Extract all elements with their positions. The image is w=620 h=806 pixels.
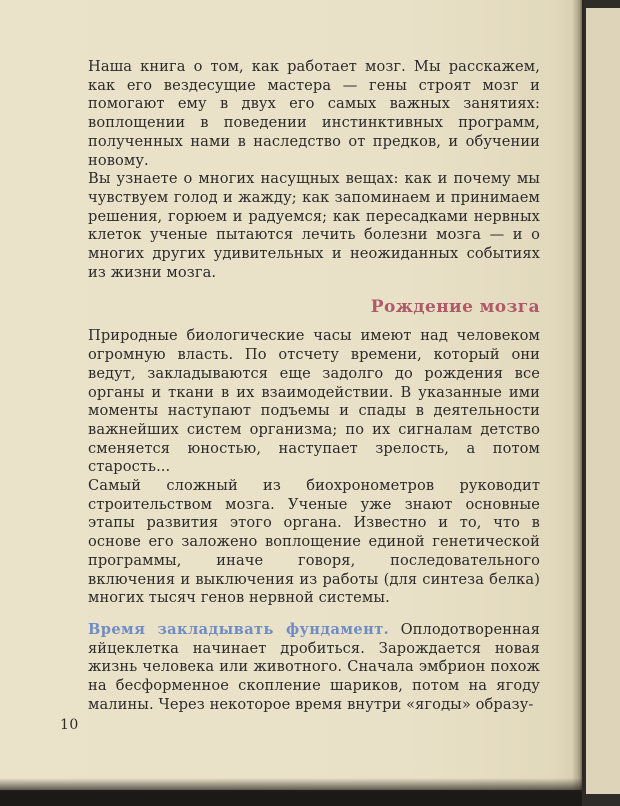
section-paragraph-3 <box>88 621 540 715</box>
section-paragraph-2: Самый сложный из биохронометров руководит строительством мозга. Ученые уже знают основные этапы развития этого органа. Известно и то, что в основе его заложено воплощение единой генетической программы, иначе говоря, последовательного включения и выключения из работы (для синтеза белка) многих тысяч генов нервной системы. <box>88 477 540 607</box>
bottom-shadow <box>0 778 582 806</box>
section-paragraph-1: Природные биологические часы имеют над человеком огромную власть. По отсчету времени, который они ведут, закладываются еще задолго до рождения все органы и ткани в их взаимодействии. В указанные ими моменты наступают подъемы и спады в деятельности важнейших систем организма; по их сигналам детство сменяется юностью, наступает зрелость, а потом старость... <box>88 327 540 476</box>
intro-paragraph-2: Вы узнаете о многих насущных вещах: как и почему мы чувствуем голод и жажду; как запоминаем и принимаем решения, горюем и радуемся; как пересадками нервных клеток ученые пытаются лечить болезни мозга — и о многих других удивительных и неожиданных событиях из жизни мозга. <box>88 170 540 281</box>
run-in-heading: Время закладывать фундамент. <box>88 620 390 638</box>
paragraph-gap <box>88 608 540 621</box>
intro-paragraph-1: Наша книга о том, как работает мозг. Мы расскажем, как его вездесущие мастера — гены строят мозг и помогают ему в двух его самых важных занятиях: воплощении в поведении инстинктивных программ, полученных нами в наследство от предков, и обучении новому. <box>88 58 540 169</box>
adjacent-page <box>586 8 620 794</box>
page-content <box>88 58 540 715</box>
section-paragraph-3-text: Оплодотворенная яйцеклетка начинает дробиться. Зарождается новая жизнь человека или животного. Сначала эмбрион похож на бесформенное скопление шариков, потом на ягоду малины. Через некоторое время внутри «ягоды» образу- <box>88 620 540 713</box>
page-edge-shadow <box>572 0 584 790</box>
page-number: 10 <box>60 717 79 733</box>
section-heading: Рождение мозга <box>370 297 540 318</box>
